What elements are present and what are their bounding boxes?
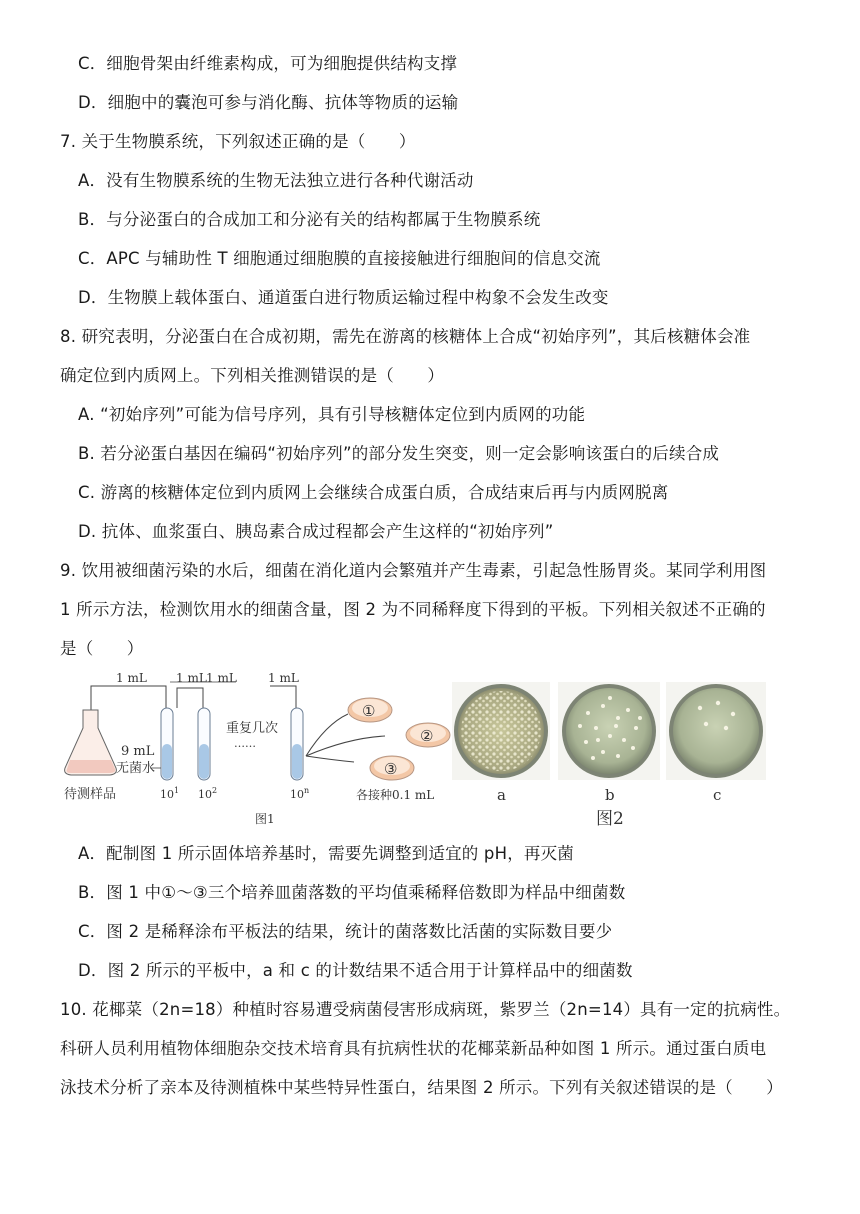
plate-b-image bbox=[558, 682, 660, 780]
plate-2-label: ② bbox=[420, 727, 434, 745]
label-1ml-a: 1 mL bbox=[116, 671, 147, 685]
plate-1-label: ① bbox=[362, 702, 376, 720]
question-9-option-a: A．配制图 1 所示固体培养基时，需要先调整到适宜的 pH，再灭菌 bbox=[78, 844, 575, 863]
question-8-option-b: B. 若分泌蛋白基因在编码“初始序列”的部分发生突变，则一定会影响该蛋白的后续合成 bbox=[78, 444, 720, 463]
question-9-option-d: D．图 2 所示的平板中，a 和 c 的计数结果不适合用于计算样品中的细菌数 bbox=[78, 961, 633, 980]
dilution-figure bbox=[58, 668, 778, 833]
plate-a-image bbox=[452, 682, 550, 780]
question-7-option-c: C．APC 与辅助性 T 细胞通过细胞膜的直接接触进行细胞间的信息交流 bbox=[78, 249, 601, 268]
tube-2-label: $10^2$ bbox=[198, 786, 218, 801]
question-9-stem-2: 1 所示方法，检测饮用水的细菌含量，图 2 为不同稀释度下得到的平板。下列相关叙述不正确的 bbox=[60, 600, 766, 619]
label-1ml-d: 1 mL bbox=[268, 671, 299, 685]
plate-c-image bbox=[666, 682, 766, 780]
question-9-stem-1: 9. 饮用被细菌污染的水后，细菌在消化道内会繁殖并产生毒素，引起急性肠胃炎。某同学利用图 bbox=[60, 561, 767, 580]
question-7-option-b: B．与分泌蛋白的合成加工和分泌有关的结构都属于生物膜系统 bbox=[78, 210, 541, 229]
figure-1-caption: 图1 bbox=[255, 812, 275, 826]
question-8-option-d: D. 抗体、血浆蛋白、胰岛素合成过程都会产生这样的“初始序列” bbox=[78, 522, 554, 541]
plate-b-label: b bbox=[605, 786, 615, 804]
line-c-option-prev: C．细胞骨架由纤维素构成，可为细胞提供结构支撑 bbox=[78, 54, 458, 73]
label-1ml-c: 1 mL bbox=[206, 671, 237, 685]
plate-c-label: c bbox=[713, 786, 722, 804]
plate-a-label: a bbox=[497, 786, 506, 804]
arrow-to-plate-1 bbox=[306, 714, 348, 756]
line-d-option-prev: D．细胞中的囊泡可参与消化酶、抗体等物质的运输 bbox=[78, 93, 459, 112]
test-tube-2-icon bbox=[198, 708, 210, 780]
question-8-stem-2: 确定位到内质网上。下列相关推测错误的是（ ） bbox=[60, 366, 445, 385]
question-9-option-b: B．图 1 中①～③三个培养皿菌落数的平均值乘稀释倍数即为样品中细菌数 bbox=[78, 883, 626, 902]
question-9-option-c: C．图 2 是稀释涂布平板法的结果，统计的菌落数比活菌的实际数目要少 bbox=[78, 922, 613, 941]
test-tube-3-icon bbox=[291, 708, 303, 780]
inoculate-label: 各接种0.1 mL bbox=[356, 788, 435, 802]
question-8-option-a: A. “初始序列”可能为信号序列，具有引导核糖体定位到内质网的功能 bbox=[78, 405, 586, 424]
question-7-option-a: A．没有生物膜系统的生物无法独立进行各种代谢活动 bbox=[78, 171, 474, 190]
question-8-stem-1: 8. 研究表明，分泌蛋白在合成初期，需先在游离的核糖体上合成“初始序列”，其后核糖体会准 bbox=[60, 327, 751, 346]
sample-flask-icon bbox=[65, 710, 117, 775]
repeat-dots: …… bbox=[234, 737, 256, 750]
sterile-water-label: 无菌水 bbox=[116, 761, 156, 776]
figure-2-caption: 图2 bbox=[596, 809, 624, 829]
question-7-option-d: D．生物膜上载体蛋白、通道蛋白进行物质运输过程中构象不会发生改变 bbox=[78, 288, 609, 307]
question-9-stem-3: 是（ ） bbox=[60, 639, 144, 658]
question-7-stem: 7. 关于生物膜系统，下列叙述正确的是（ ） bbox=[60, 132, 416, 151]
label-1ml-b: 1 mL bbox=[176, 671, 207, 685]
water-volume-label: 9 mL bbox=[121, 744, 155, 759]
tube-1-label: $10^1$ bbox=[160, 786, 180, 801]
question-8-option-c: C. 游离的核糖体定位到内质网上会继续合成蛋白质，合成结束后再与内质网脱离 bbox=[78, 483, 669, 502]
test-tube-1-icon bbox=[161, 708, 173, 780]
transfer-line-3 bbox=[270, 686, 296, 708]
question-10-stem-3: 泳技术分析了亲本及待测植株中某些特异性蛋白，结果图 2 所示。下列有关叙述错误的是（ ） bbox=[60, 1078, 783, 1097]
plate-3-label: ③ bbox=[384, 760, 398, 778]
question-10-stem-1: 10. 花椰菜（2n=18）种植时容易遭受病菌侵害形成病斑，紫罗兰（2n=14）具有一定的抗病性。 bbox=[60, 1000, 791, 1019]
transfer-line-2 bbox=[177, 688, 203, 708]
transfer-line-1 bbox=[91, 686, 166, 711]
question-10-stem-2: 科研人员利用植物体细胞杂交技术培育具有抗病性状的花椰菜新品种如图 1 所示。通过蛋白质电 bbox=[60, 1039, 767, 1058]
tube-n-label: 10$^n$ bbox=[290, 786, 310, 801]
sample-label: 待测样品 bbox=[64, 787, 117, 802]
repeat-label: 重复几次 bbox=[226, 721, 279, 736]
arrow-to-plate-3 bbox=[306, 756, 354, 762]
